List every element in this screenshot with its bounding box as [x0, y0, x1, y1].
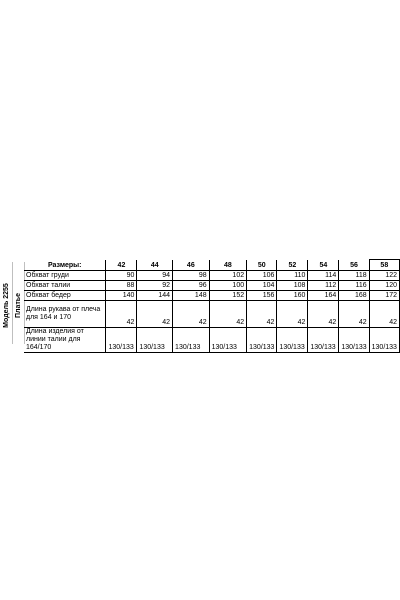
measurement-value: 100	[209, 281, 247, 291]
size-header-cell: 54	[308, 260, 339, 271]
measurement-value: 90	[106, 271, 137, 281]
table-row	[24, 301, 400, 328]
table-row	[24, 271, 400, 281]
garment-label-cell	[12, 258, 24, 352]
model-label-cell	[1, 258, 12, 352]
measurement-value: 130/133	[173, 328, 210, 353]
measurement-value: 108	[277, 281, 308, 291]
measurement-value: 140	[106, 291, 137, 301]
measurement-value: 92	[137, 281, 173, 291]
measurement-value: 112	[308, 281, 339, 291]
table-row	[24, 328, 400, 353]
measurement-value: 130/133	[277, 328, 308, 353]
measurement-value: 122	[369, 271, 399, 281]
size-header-cell: 44	[137, 260, 173, 271]
measurement-value: 88	[106, 281, 137, 291]
measurement-value: 130/133	[247, 328, 277, 353]
measurement-value: 94	[137, 271, 173, 281]
size-header-row	[24, 260, 400, 271]
measurement-value: 42	[339, 301, 369, 328]
size-chart-table	[24, 259, 400, 353]
measurement-value: 116	[339, 281, 369, 291]
size-header-cell: 58	[369, 260, 399, 271]
measurement-value: 152	[209, 291, 247, 301]
model-label: Модель 2255	[3, 282, 10, 328]
measurement-value: 160	[277, 291, 308, 301]
measurement-label: Обхват талии	[24, 281, 106, 291]
measurement-value: 118	[339, 271, 369, 281]
measurement-value: 120	[369, 281, 399, 291]
measurement-value: 130/133	[106, 328, 137, 353]
measurement-value: 172	[369, 291, 399, 301]
measurement-value: 130/133	[339, 328, 369, 353]
measurement-value: 98	[173, 271, 210, 281]
measurement-value: 104	[247, 281, 277, 291]
measurement-value: 130/133	[209, 328, 247, 353]
measurement-value: 102	[209, 271, 247, 281]
measurement-label: Обхват груди	[24, 271, 106, 281]
measurement-value: 42	[247, 301, 277, 328]
measurement-value: 148	[173, 291, 210, 301]
measurement-label: Обхват бедер	[24, 291, 106, 301]
size-header-cell: 42	[106, 260, 137, 271]
measurement-value: 96	[173, 281, 210, 291]
measurement-value: 42	[106, 301, 137, 328]
measurement-value: 114	[308, 271, 339, 281]
measurement-value: 130/133	[137, 328, 173, 353]
measurement-value: 144	[137, 291, 173, 301]
measurement-value: 164	[308, 291, 339, 301]
measurement-label: Длина рукава от плеча для 164 и 170	[24, 301, 106, 328]
size-header-cell: 48	[209, 260, 247, 271]
measurement-value: 106	[247, 271, 277, 281]
measurement-value: 42	[369, 301, 399, 328]
measurement-value: 168	[339, 291, 369, 301]
size-header-label: Размеры:	[24, 260, 106, 271]
size-header-cell: 56	[339, 260, 369, 271]
measurement-value: 42	[137, 301, 173, 328]
measurement-label: Длина изделия от линии талии для 164/170	[24, 328, 106, 353]
size-header-cell: 52	[277, 260, 308, 271]
measurement-value: 42	[308, 301, 339, 328]
measurement-value: 156	[247, 291, 277, 301]
size-header-cell: 50	[247, 260, 277, 271]
measurement-value: 130/133	[308, 328, 339, 353]
size-header-cell: 46	[173, 260, 210, 271]
table-row	[24, 291, 400, 301]
measurement-value: 110	[277, 271, 308, 281]
measurement-value: 42	[277, 301, 308, 328]
measurement-value: 42	[209, 301, 247, 328]
measurement-value: 42	[173, 301, 210, 328]
table-row	[24, 281, 400, 291]
measurement-value: 130/133	[369, 328, 399, 353]
garment-label: Платье	[14, 292, 22, 318]
